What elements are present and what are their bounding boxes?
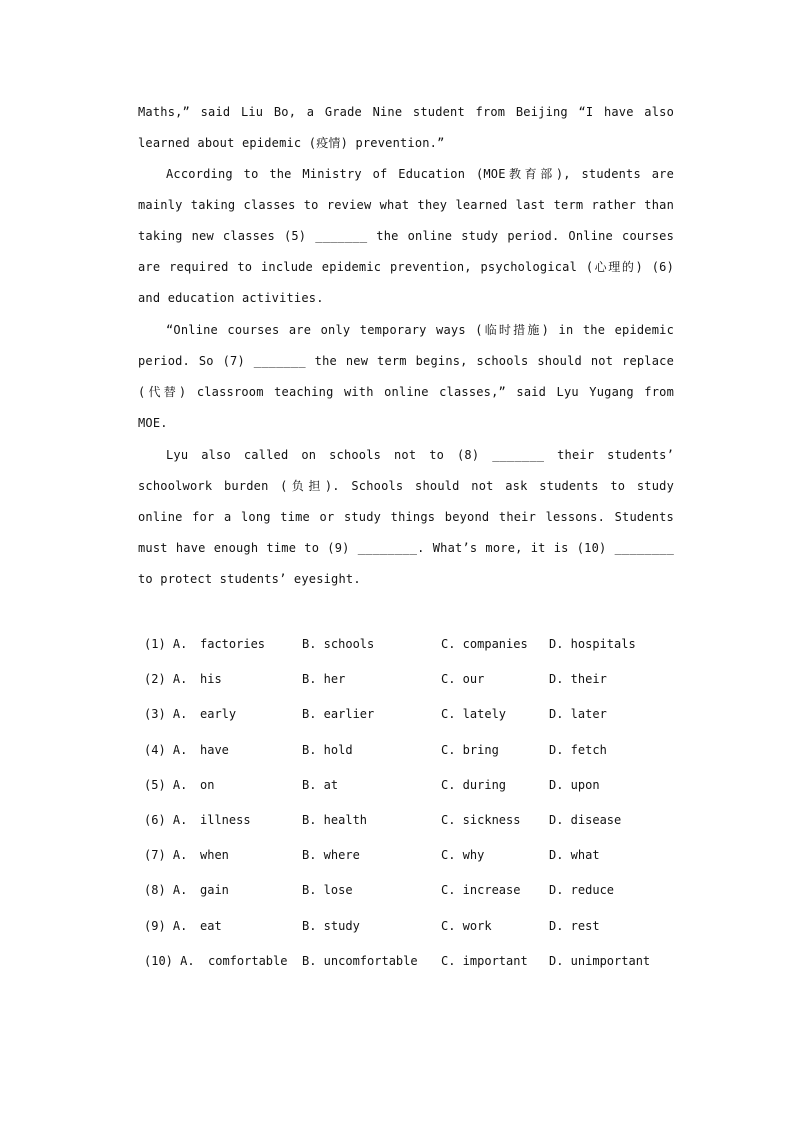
option-c: C. companies [441, 637, 528, 651]
option-d: D. their [549, 672, 607, 687]
option-a: when [200, 848, 229, 863]
question-number: (1) A. [144, 637, 188, 651]
option-row [144, 838, 684, 873]
option-b: B. health [302, 812, 368, 827]
option-d: D. rest [549, 918, 600, 933]
question-number: (5) A. [144, 777, 188, 792]
option-c: C. during [441, 777, 507, 792]
option-a: eat [200, 918, 222, 933]
question-number: (4) A. [144, 742, 188, 757]
option-c: C. work [441, 918, 492, 933]
option-a: early [200, 707, 237, 722]
option-b: B. her [302, 672, 346, 687]
option-b: B. hold [302, 742, 353, 757]
option-d: D. what [549, 848, 600, 863]
paragraph-4: Lyu also called on schools not to (8) _______ their students’ schoolwork burden (负担). Schools should not ask students to study online for a long time or study things beyond their lessons. Students must have enough time to (9) ________. What’s more, it is (10) ________ to protect students’ eyesight. [138, 448, 674, 586]
option-d: D. hospitals [549, 637, 636, 651]
option-b: B. where [302, 848, 360, 863]
option-c: C. increase [441, 883, 521, 898]
paragraph-3: “Online courses are only temporary ways (临时措施) in the epidemic period. So (7) _______ the new term begins, schools should not replace (代替) classroom teaching with online classes,” said Lyu Yugang from MOE. [138, 323, 674, 430]
option-b: B. lose [302, 883, 353, 898]
option-a: on [200, 777, 215, 792]
question-number: (2) A. [144, 672, 188, 687]
option-c: C. our [441, 672, 485, 687]
option-row [144, 733, 684, 768]
option-a: have [200, 742, 229, 757]
option-a: factories [200, 637, 266, 651]
option-d: D. reduce [549, 883, 615, 898]
option-d: D. unimportant [549, 953, 651, 968]
option-b: B. at [302, 777, 339, 792]
option-row [144, 768, 684, 803]
option-d: D. disease [549, 812, 622, 827]
option-c: C. important [441, 953, 528, 968]
option-row [144, 803, 684, 838]
question-number: (10) A. [144, 953, 195, 968]
option-row [144, 697, 684, 732]
option-a: his [200, 672, 222, 687]
question-number: (6) A. [144, 812, 188, 827]
option-row [144, 662, 684, 697]
option-a: comfortable [208, 953, 288, 968]
option-a: illness [200, 812, 251, 827]
answer-options [144, 627, 684, 979]
option-c: C. why [441, 848, 485, 863]
option-c: C. bring [441, 742, 499, 757]
question-number: (9) A. [144, 918, 188, 933]
option-b: B. study [302, 918, 360, 933]
question-number: (8) A. [144, 883, 188, 898]
option-c: C. sickness [441, 812, 521, 827]
option-c: C. lately [441, 707, 507, 722]
option-d: D. upon [549, 777, 600, 792]
paragraph-2: According to the Ministry of Education (MOE教育部), students are mainly taking classes to review what they learned last term rather than taking new classes (5) _______ the online study period. Online courses are required to include epidemic prevention, psychological (心理的) (6) and education activities. [138, 167, 674, 305]
option-row [144, 909, 684, 944]
option-d: D. fetch [549, 742, 607, 757]
option-row [144, 873, 684, 908]
option-row [144, 944, 684, 979]
option-row [144, 627, 684, 662]
option-b: B. earlier [302, 707, 375, 722]
option-b: B. uncomfortable [302, 953, 418, 968]
question-number: (7) A. [144, 848, 188, 863]
option-a: gain [200, 883, 229, 898]
option-b: B. schools [302, 637, 375, 651]
question-number: (3) A. [144, 707, 188, 722]
option-d: D. later [549, 707, 607, 722]
paragraph-1: Maths,” said Liu Bo, a Grade Nine student from Beijing “I have also learned about epidemic (疫情) prevention.” [138, 105, 674, 150]
